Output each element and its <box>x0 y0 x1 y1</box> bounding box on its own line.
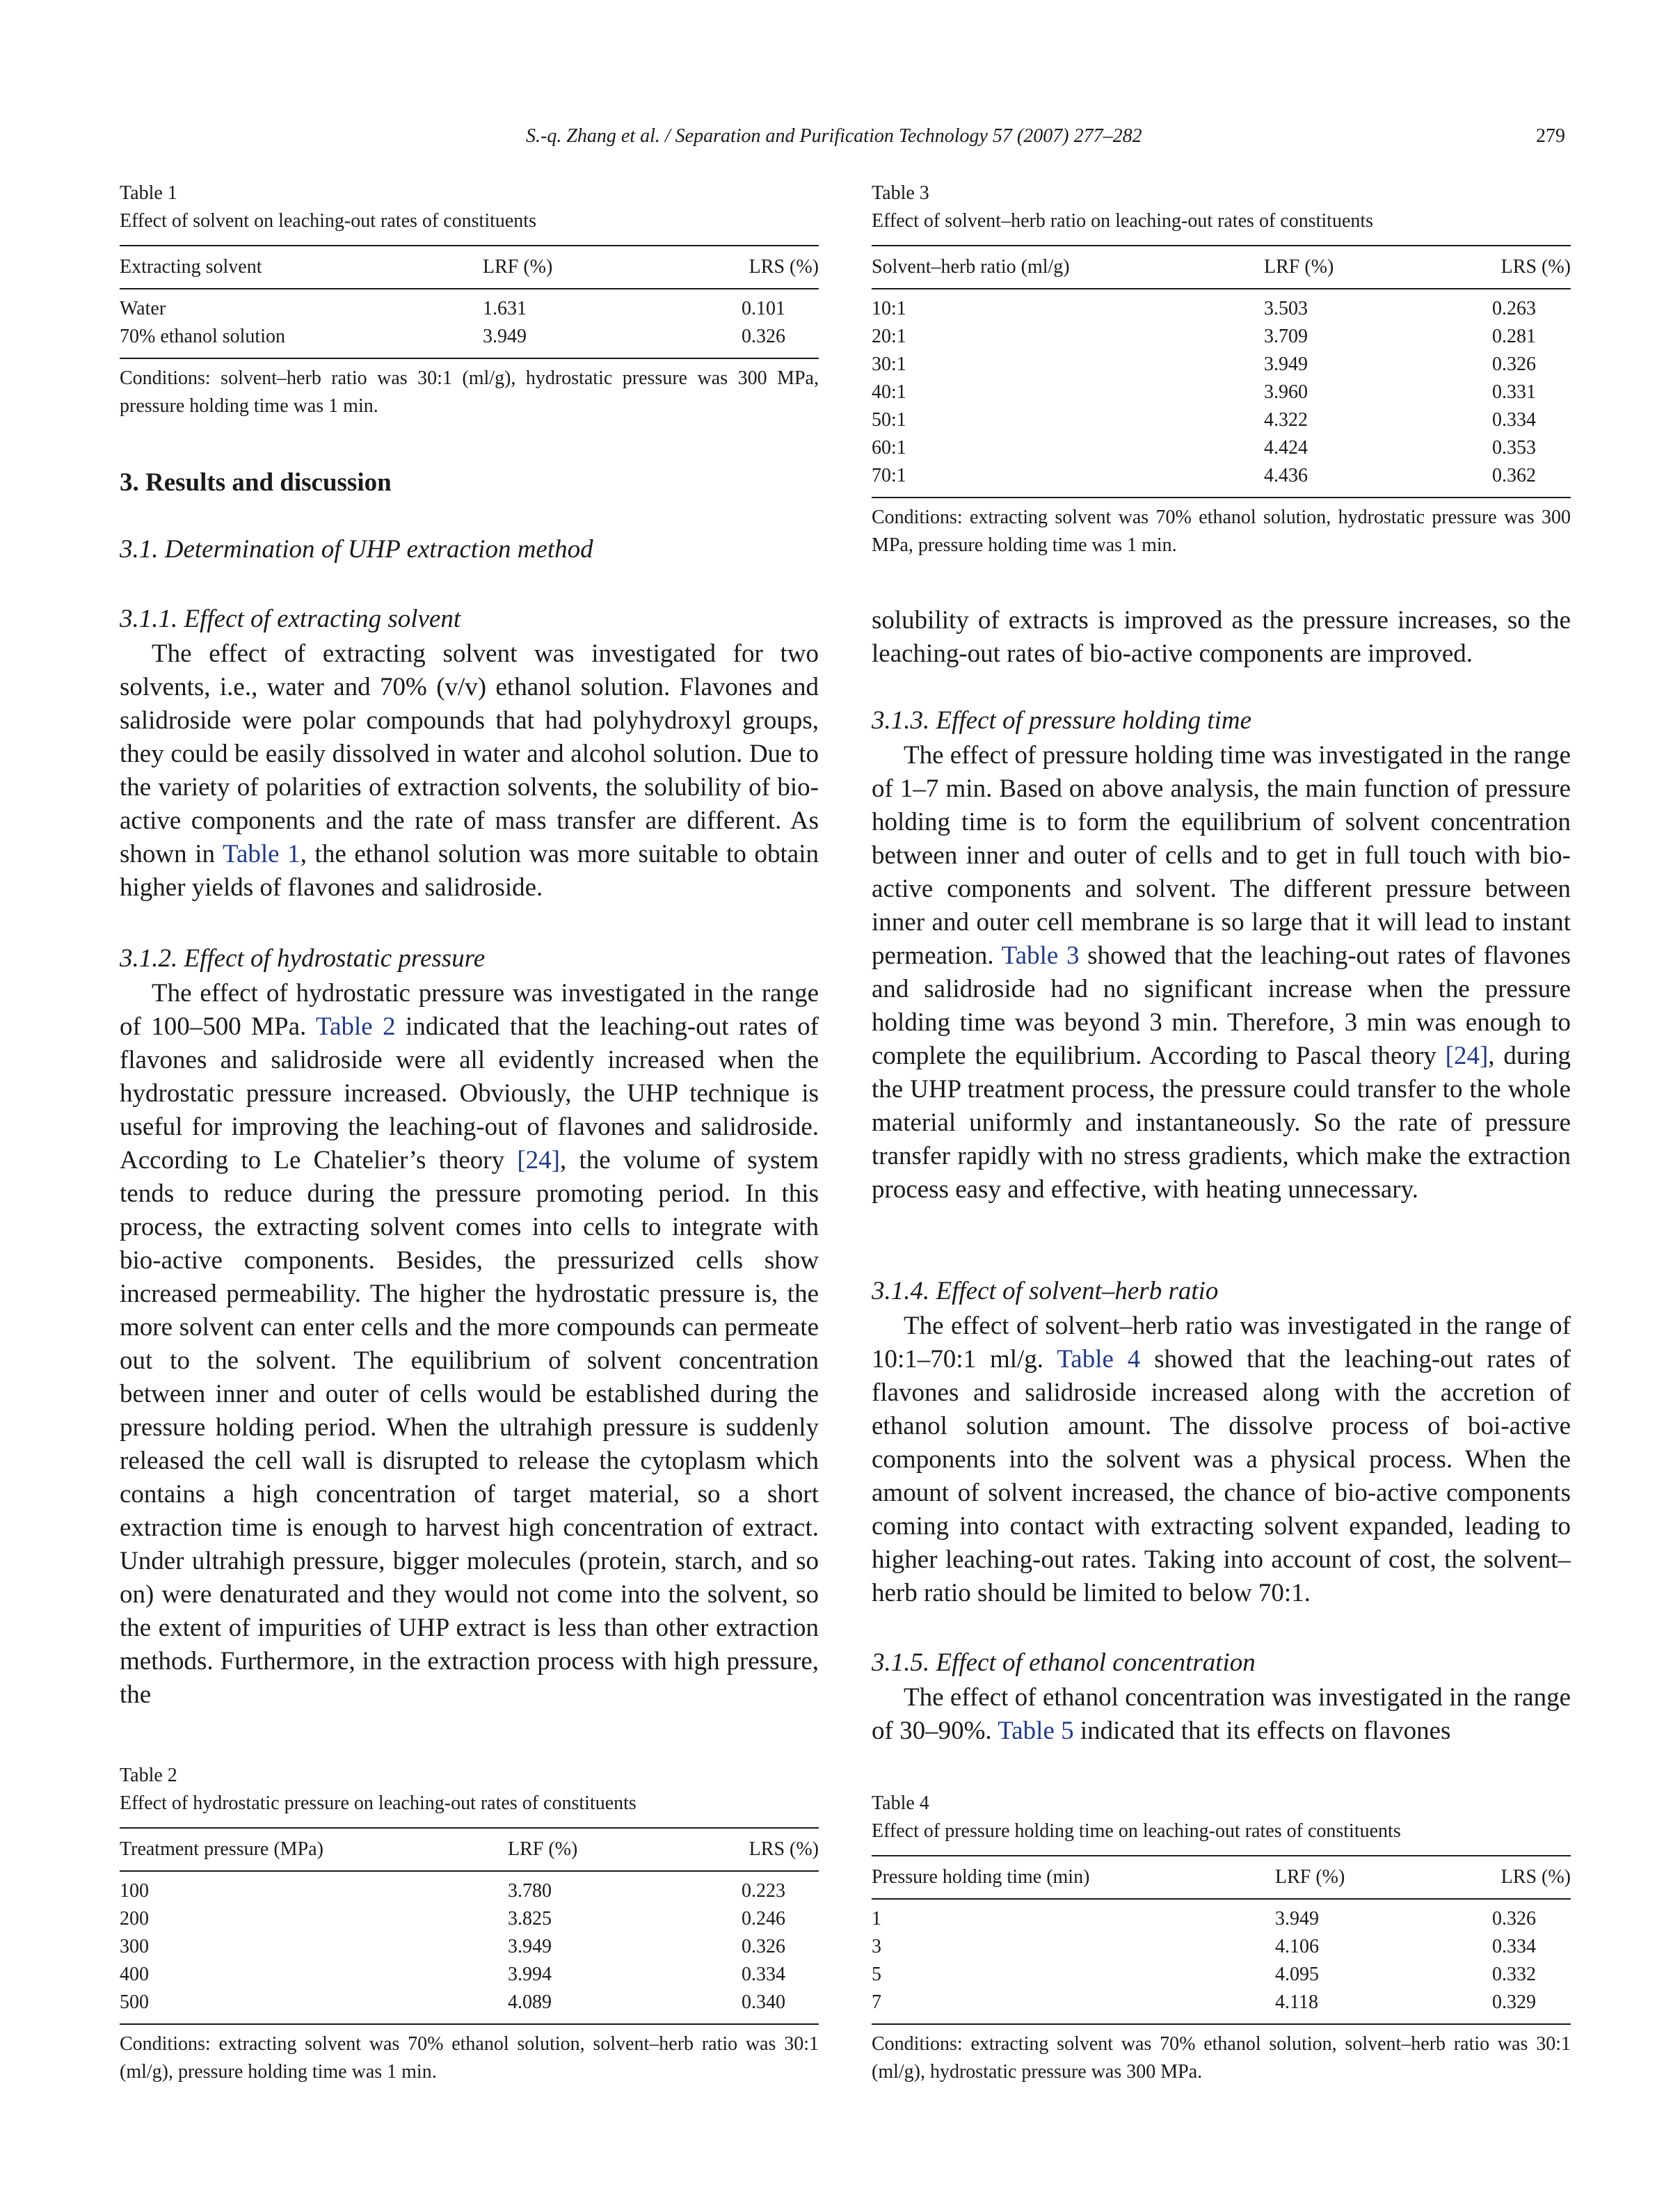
table-row: 10:1 3.503 0.263 <box>872 298 1536 319</box>
table-row: 70% ethanol solution 3.949 0.326 <box>120 326 785 347</box>
table-4 <box>872 1790 1571 2086</box>
table-4-header-row: Pressure holding time (min) LRF (%) LRS (%) <box>872 1866 1571 1888</box>
table-3-title: Effect of solvent–herb ratio on leaching-out rates of constituents <box>872 210 1374 232</box>
table-row: 400 3.994 0.334 <box>120 1964 785 1985</box>
journal-citation: S.-q. Zhang et al. / Separation and Purification Technology 57 (2007) 277–282 <box>526 125 1142 147</box>
table-1-title: Effect of solvent on leaching-out rates of constituents <box>120 210 536 232</box>
table-2-bottom-rule <box>120 2023 819 2025</box>
table-1 <box>120 180 819 420</box>
table-1-col-lrf: LRF (%) <box>483 256 553 278</box>
page-number: 279 <box>1536 125 1565 147</box>
section-heading-3: 3. Results and discussion <box>120 468 392 497</box>
table-5-link[interactable]: Table 5 <box>998 1717 1074 1745</box>
paragraph-3-1-3: The effect of pressure holding time was investigated in the range of 1–7 min. Based on above analysis, the main function of pressure holding time is to form the equilibrium of solvent concentration between inner and outer of cells and to get in full touch with bio-active components and solvent. The different pressure between inner and outer cell membrane is so large that it will lead to instant permeation. Table 3 showed that the leaching-out rates of flavones and salidroside had no significant increase when the pressure holding time was beyond 3 min. Therefore, 3 min was enough to complete the equilibrium. According to Pascal theory [24], during the UHP treatment process, the pressure could transfer to the whole material uniformly and instantaneously. So the rate of pressure transfer rapidly with no stress gradients, which make the extraction process easy and effective, with heating unnecessary. <box>872 741 1571 1204</box>
table-2-conditions: Conditions: extracting solvent was 70% ethanol solution, solvent–herb ratio was 30:1 (ml/g), pressure holding time was 1 min. <box>120 2033 819 2083</box>
reference-24-link[interactable]: [24] <box>517 1146 560 1175</box>
table-2 <box>120 1762 819 2086</box>
table-row: Water 1.631 0.101 <box>120 298 785 319</box>
table-row: 7 4.118 0.329 <box>872 1991 1536 2013</box>
running-header <box>0 125 1657 153</box>
table-row: 5 4.095 0.332 <box>872 1964 1536 1985</box>
table-2-link[interactable]: Table 2 <box>316 1012 396 1041</box>
table-1-col-solvent: Extracting solvent <box>120 256 262 278</box>
table-1-link[interactable]: Table 1 <box>222 840 301 868</box>
section-heading-3-1-3: 3.1.3. Effect of pressure holding time <box>872 706 1252 735</box>
table-3-conditions: Conditions: extracting solvent was 70% ethanol solution, hydrostatic pressure was 300 MPa, pressure holding time was 1 min. <box>872 507 1571 556</box>
table-4-bottom-rule <box>872 2023 1571 2025</box>
table-4-label: Table 4 <box>872 1792 929 1814</box>
paragraph-3-1-1: The effect of extracting solvent was investigated for two solvents, i.e., water and 70% (v/v) ethanol solution. Flavones and salidroside were polar compounds that had polyhydroxyl groups, they could be easily dissolved in water and alcohol solution. Due to the variety of polarities of extraction solvents, the solubility of bio-active components and the rate of mass transfer are different. As shown in Table 1, the ethanol solution was more suitable to obtain higher yields of flavones and salidroside. <box>120 639 819 902</box>
section-heading-3-1-5: 3.1.5. Effect of ethanol concentration <box>872 1648 1256 1677</box>
table-3 <box>872 180 1571 559</box>
table-row: 300 3.949 0.326 <box>120 1936 785 1957</box>
paragraph-continuation: solubility of extracts is improved as the pressure increases, so the leaching-out rates of bio-active components are improved. <box>872 606 1571 668</box>
table-row: 30:1 3.949 0.326 <box>872 353 1536 375</box>
table-1-label: Table 1 <box>120 182 177 204</box>
table-row: 3 4.106 0.334 <box>872 1936 1536 1957</box>
section-heading-3-1: 3.1. Determination of UHP extraction method <box>120 535 593 564</box>
reference-24-link[interactable]: [24] <box>1445 1042 1489 1070</box>
table-row: 1 3.949 0.326 <box>872 1908 1536 1929</box>
table-4-title: Effect of pressure holding time on leaching-out rates of constituents <box>872 1820 1401 1842</box>
paragraph-3-1-4: The effect of solvent–herb ratio was investigated in the range of 10:1–70:1 ml/g. Table 4 showed that the leaching-out rates of flavones and salidroside increased along with the accretion of ethanol solution amount. The dissolve process of boi-active components into the solvent was a physical process. When the amount of solvent increased, the chance of bio-active components coming into contact with extracting solvent expanded, leading to higher leaching-out rates. Taking into account of cost, the solvent–herb ratio should be limited to below 70:1. <box>872 1312 1571 1607</box>
table-row: 20:1 3.709 0.281 <box>872 326 1536 347</box>
table-2-header-row: Treatment pressure (MPa) LRF (%) LRS (%) <box>120 1838 819 1860</box>
section-heading-3-1-4: 3.1.4. Effect of solvent–herb ratio <box>872 1277 1219 1305</box>
table-1-col-lrs: LRS (%) <box>749 256 819 278</box>
table-row: 500 4.089 0.340 <box>120 1991 785 2013</box>
table-row: 50:1 4.322 0.334 <box>872 409 1536 431</box>
table-row: 200 3.825 0.246 <box>120 1908 785 1929</box>
table-row: 70:1 4.436 0.362 <box>872 465 1536 486</box>
table-3-header-row: Solvent–herb ratio (ml/g) LRF (%) LRS (%) <box>872 256 1571 278</box>
section-heading-3-1-1: 3.1.1. Effect of extracting solvent <box>120 605 461 633</box>
paragraph-3-1-2: The effect of hydrostatic pressure was investigated in the range of 100–500 MPa. Table 2 indicated that the leaching-out rates of flavones and salidroside were all evidently increased when the hydrostatic pressure increased. Obviously, the UHP technique is useful for improving the leaching-out of flavones and salidroside. According to Le Chatelier’s theory [24], the volume of system tends to reduce during the pressure promoting period. In this process, the extracting solvent comes into cells to integrate with bio-active components. Besides, the pressurized cells show increased permeability. The higher the hydrostatic pressure is, the more solvent can enter cells and the more compounds can permeate out to the solvent. The equilibrium of solvent concentration between inner and outer of cells would be established during the pressure holding period. When the ultrahigh pressure is suddenly released the cell wall is disrupted to release the cytoplasm which contains a high concentration of target material, so a short extraction time is enough to harvest high concentration of extract. Under ultrahigh pressure, bigger molecules (protein, starch, and so on) were denaturated and they would not come into the solvent, so the extent of impurities of UHP extract is less than other extraction methods. Furthermore, in the extraction process with high pressure, the <box>120 979 819 1709</box>
section-heading-3-1-2: 3.1.2. Effect of hydrostatic pressure <box>120 944 486 973</box>
table-1-bottom-rule <box>120 358 819 359</box>
table-1-conditions: Conditions: solvent–herb ratio was 30:1 (ml/g), hydrostatic pressure was 300 MPa, pressure holding time was 1 min. <box>120 367 819 417</box>
table-row: 60:1 4.424 0.353 <box>872 437 1536 459</box>
table-3-label: Table 3 <box>872 182 929 204</box>
table-3-bottom-rule <box>872 497 1571 498</box>
table-row: 100 3.780 0.223 <box>120 1880 785 1902</box>
table-row: 40:1 3.960 0.331 <box>872 381 1536 403</box>
table-4-link[interactable]: Table 4 <box>1057 1345 1141 1374</box>
table-2-title: Effect of hydrostatic pressure on leaching-out rates of constituents <box>120 1792 637 1814</box>
table-3-link[interactable]: Table 3 <box>1001 941 1080 970</box>
table-4-conditions: Conditions: extracting solvent was 70% ethanol solution, solvent–herb ratio was 30:1 (ml/g), hydrostatic pressure was 300 MPa. <box>872 2033 1571 2083</box>
table-1-header-row <box>120 246 819 288</box>
paragraph-3-1-5: The effect of ethanol concentration was investigated in the range of 30–90%. Table 5 indicated that its effects on flavones <box>872 1683 1571 1745</box>
table-2-label: Table 2 <box>120 1765 177 1786</box>
